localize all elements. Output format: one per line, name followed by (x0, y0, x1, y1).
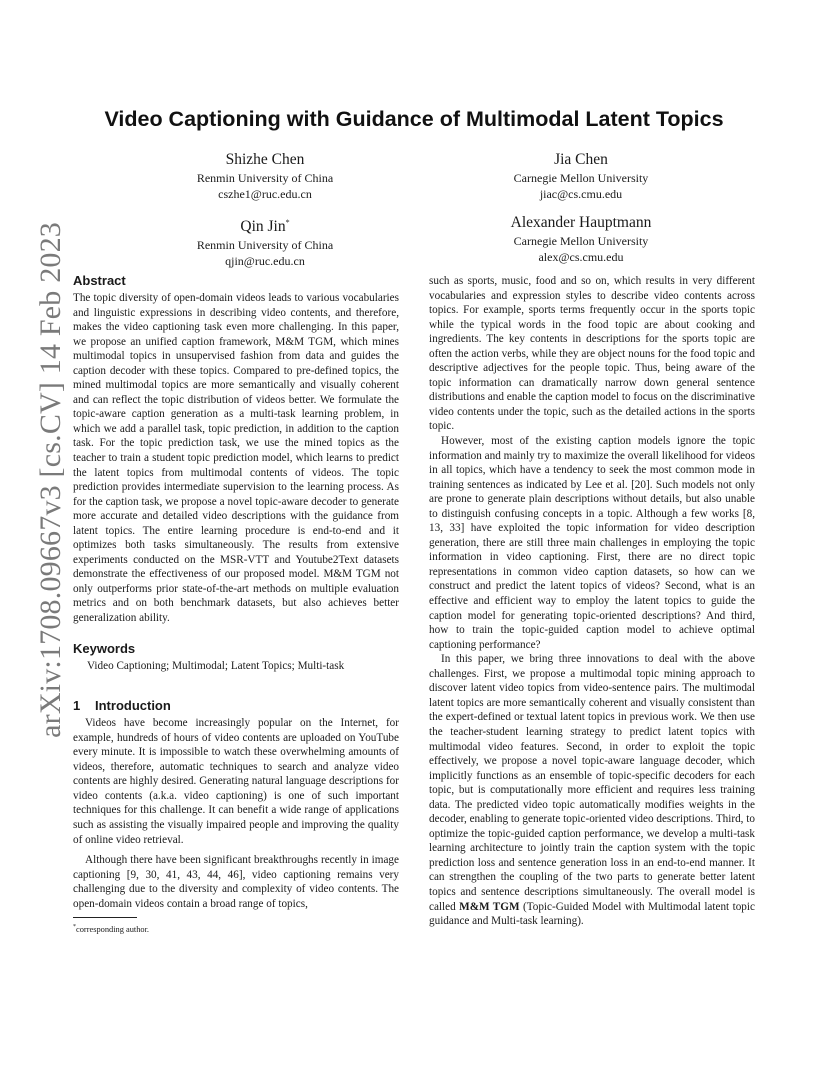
paragraph: such as sports, music, food and so on, which results in very different vocabularies and expression styles to describe video contents across topics. For example, sports terms frequently occur in the sports topic while the typical words in the food topic are about cooking and ingredients. The key contents in descriptions for the sports topic are often the action verbs, while they are object nouns for the food topic and descriptive adjectives for the people topic. Thus, being aware of the topic information can dramatically narrow down general sentence distributions and enable the caption model to focus on the discriminative video contents under the topic, such as the detailed actions in the sports topic. (429, 275, 755, 433)
keywords-heading: Keywords (73, 640, 136, 656)
arxiv-identifier (34, 222, 68, 738)
author-affiliation: Renmin University of China (196, 238, 334, 253)
footnote-marker: * (73, 924, 76, 931)
author-email: qjin@ruc.edu.cn (225, 254, 305, 269)
author-block (431, 150, 731, 202)
model-name: M&M TGM (459, 900, 520, 913)
footnote-rule (73, 917, 137, 918)
author-name (115, 213, 415, 237)
author-block (115, 213, 415, 269)
paragraph: Although there have been significant breakthroughs recently in image captioning [9, 30, 41, 43, 44, 46], video captioning remains very challenging due to the diversity and complexity of video contents. The open-domain videos contain a broad range of topics, (73, 854, 399, 910)
introduction-heading (73, 697, 399, 715)
paper-title: Video Captioning with Guidance of Multimodal Latent Topics (104, 107, 724, 131)
author-affiliation: Carnegie Mellon University (513, 234, 649, 248)
abstract-text: The topic diversity of open-domain videos leads to various vocabularies and linguistic expressions in describing video contents, and therefore, makes the video captioning task even more challenging. In this paper, we propose an unified caption framework, M&M TGM, which mines multimodal topics in unsupervised fashion from data and guides the caption decoder with these topics. Compared to pre-defined topics, the mined multimodal topics are more semantically and visually coherent and can reflect the topic distribution of videos better. We formulate the topic-aware caption generation as a multi-task learning problem, in which we add a parallel task, topic prediction, in addition to the caption task. For the topic prediction task, we use the mined topics as the teacher to train a student topic prediction model, which learns to predict the latent topics from multimodal contents of videos. The topic prediction provides intermediate supervision to the learning process. As for the caption task, we propose a novel topic-aware decoder to generate more accurate and detailed video descriptions with the guidance from latent topics. The entire learning procedure is end-to-end and it optimizes both tasks simultaneously. The results from extensive experiments conducted on the MSR-VTT and Youtube2Text datasets demonstrate the effectiveness of our proposed model. M&M TGM not only outperforms prior state-of-the-art methods on multiple evaluation metrics and on both benchmark datasets, but also achieves better generalization ability. (73, 292, 399, 625)
author-name-text: Qin Jin (240, 218, 286, 236)
paragraph-text-end: (Topic-Guided Model with Multimodal latent topic guidance and Multi-task learning). (429, 900, 755, 928)
arxiv-identifier-text: arXiv:1708.09667v3 [cs.CV] 14 Feb 2023 (34, 222, 67, 738)
paragraph: Videos have become increasingly popular on the Internet, for example, hundreds of hours of video contents are uploaded on YouTube every minute. It is impossible to watch these overwhelming amounts of videos, therefore, automatic techniques to search and analyze video contents are highly desired. Generating natural language descriptions for video contents (a.k.a. video captioning) is one of such important techniques for this challenge. It can benefit a wide range of applications such as assisting the visually impaired people and improving the quality of online video retrieval. (73, 717, 399, 846)
corresponding-author-marker: * (285, 218, 290, 227)
author-email: jiac@cs.cmu.edu (539, 187, 623, 201)
section-number: 1 (73, 698, 81, 714)
author-block (431, 213, 731, 265)
section-title: Introduction (95, 698, 171, 714)
author-name: Alexander Hauptmann (510, 214, 652, 231)
author-affiliation: Carnegie Mellon University (513, 171, 649, 185)
footnote (73, 922, 399, 935)
keywords-text: Video Captioning; Multimodal; Latent Topics; Multi-task (87, 659, 345, 672)
author-name: Jia Chen (554, 151, 608, 168)
paragraph: However, most of the existing caption models ignore the topic information and mainly try to maximize the overall likelihood for videos in all topics, which have a tendency to seek the most common mode in training sentences as indicated by Lee et al. [20]. Such models not only are prone to generate plain descriptions without details, but also unable to distinguish confusing concepts in a topic. Although a few works [8, 13, 33] have exploited the topic information for video description generation, there are still three main challenges in employing the topic information in video captioning. First, there are no direct topic representations in common video caption datasets, so how can we construct and predict the latent topics of videos? Second, what is an effective and efficient way to employ the latent topics to guide the caption model for generating topic-oriented descriptions? And third, how to train the topic-guided caption model to achieve optimal captioning performance? (429, 435, 755, 651)
footnote-text: corresponding author. (76, 925, 150, 935)
left-column (73, 272, 399, 935)
author-block (115, 150, 415, 202)
author-email: alex@cs.cmu.edu (538, 250, 624, 264)
author-email: cszhe1@ruc.edu.cn (218, 187, 312, 201)
abstract-heading: Abstract (73, 273, 126, 288)
author-name: Shizhe Chen (225, 151, 305, 168)
paragraph (429, 652, 755, 928)
paragraph-text: In this paper, we bring three innovations to deal with the above challenges. First, we propose a multimodal topic mining approach to discover latent video topics from video-sentence pairs. The multimodal latent topics are more semantically coherent and visually consistent than the expert-defined or textual latent topics in previous work. We then use the teacher-student learning strategy to predict latent topics with multimodal video features. Second, in order to exploit the topic effectively, we propose a novel topic-aware language decoder, which implicitly functions as an ensemble of topic-specific decoders for each topic, but is computationally more efficient and requires less training data. The predicted video topic automatically modifies weights in the decoder, enabling to generate topic-oriented video descriptions. Third, to optimize the topic-guided caption performance, we develop a multi-task learning architecture to jointly train the caption system with the topic prediction loss and sentence generation loss in an end-to-end manner. It can strengthen the coupling of the two parts to generate better latent topics and sentence descriptions simultaneously. The overall model is called (429, 653, 755, 913)
author-affiliation: Renmin University of China (196, 171, 334, 185)
right-column (429, 274, 755, 929)
